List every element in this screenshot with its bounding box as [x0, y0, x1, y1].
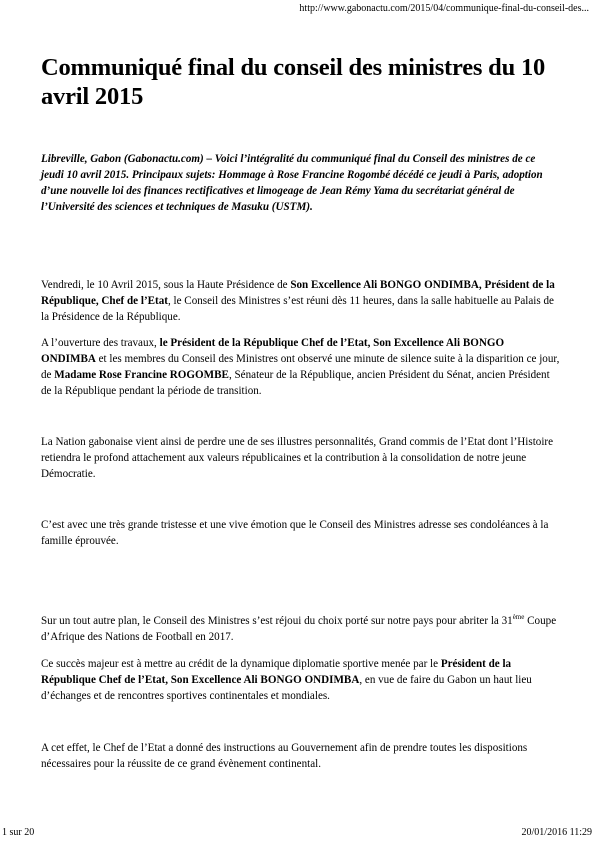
paragraph-4: C’est avec une très grande tristesse et une vive émotion que le Conseil des Ministres adresse ses condoléances à la famille éprouvée.	[41, 519, 549, 548]
page-title: Communiqué final du conseil des ministres du 10 avril 2015	[41, 54, 546, 110]
emphasis-president: Son Excellence Ali BONGO ONDIMBA, Président de la République, Chef de l’Etat	[41, 279, 555, 308]
paragraph-1: Vendredi, le 10 Avril 2015, sous la Haute Présidence de Son Excellence Ali BONGO ONDIMBA, Président de la République, Chef de l’Etat, le Conseil des Ministres s’est réuni dès 11 heures, dans la salle habituelle au Palais de la Présidence de la République.	[41, 279, 555, 324]
emphasis-president: le Président de la République Chef de l’Etat, Son Excellence Ali BONGO ONDIMBA	[41, 337, 505, 366]
paragraph-7: A cet effet, le Chef de l’Etat a donné des instructions au Gouvernement afin de prendre toutes les dispositions nécessaires pour la réussite de ce grand évènement continental.	[41, 742, 528, 771]
emphasis-president: Président de la République Chef de l’Etat, Son Excellence Ali BONGO ONDIMBA	[41, 658, 512, 687]
paragraph-5: Sur un tout autre plan, le Conseil des Ministres s’est réjoui du choix porté sur notre pays pour abriter la 31ème Coupe d’Afrique des Nations de Football en 2017.	[41, 613, 557, 644]
page-url: http://www.gabonactu.com/2015/04/communique-final-du-conseil-des...	[299, 3, 589, 14]
page-number: 1 sur 20	[2, 827, 35, 838]
paragraph-3: La Nation gabonaise vient ainsi de perdre une de ses illustres personnalités, Grand commis de l’Etat dont l’Histoire retiendra le profond attachement aux valeurs républicaines et la contribution à la consolidation de notre jeune Démocratie.	[41, 436, 554, 481]
article-intro: Libreville, Gabon (Gabonactu.com) – Voici l’intégralité du communiqué final du Conseil des ministres de ce jeudi 10 avril 2015. Principaux sujets: Hommage à Rose Francine Rogombé décédé ce jeudi à Paris, adoption d’une nouvelle loi des finances rectificatives et limogeage de Jean Rémy Yama du secrétariat général de l’Université des sciences et techniques de Masuku (USTM).	[41, 153, 543, 214]
print-datetime: 20/01/2016 11:29	[521, 827, 592, 838]
paragraph-2: A l’ouverture des travaux, le Président de la République Chef de l’Etat, Son Excellence Ali BONGO ONDIMBA et les membres du Conseil des Ministres ont observé une minute de silence suite à la disparition ce jour, de Madame Rose Francine ROGOMBE, Sénateur de la République, ancien Président du Sénat, ancien Président de la République pendant la période de transition.	[41, 337, 560, 398]
paragraph-6: Ce succès majeur est à mettre au crédit de la dynamique diplomatie sportive menée par le Président de la République Chef de l’Etat, Son Excellence Ali BONGO ONDIMBA, en vue de faire du Gabon un haut lieu d’échanges et de rencontres sportives continentales et mondiales.	[41, 658, 532, 703]
emphasis-rogombe: Madame Rose Francine ROGOMBE	[54, 369, 229, 382]
